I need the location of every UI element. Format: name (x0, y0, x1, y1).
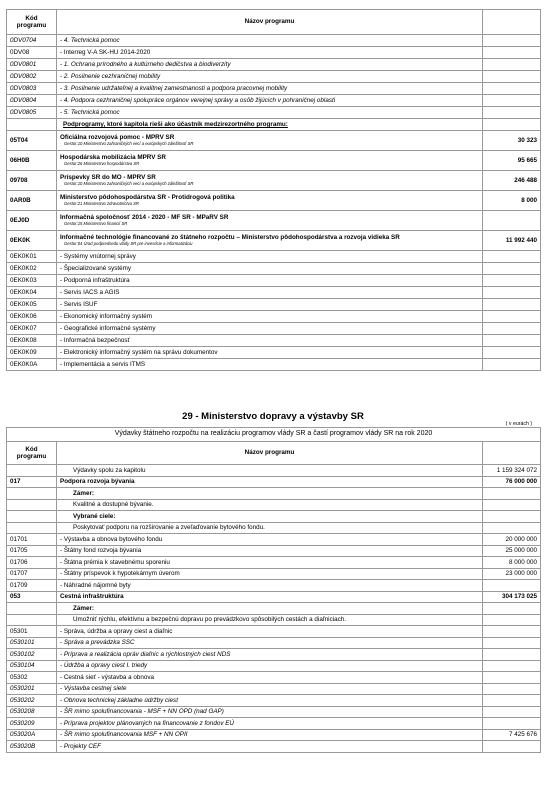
program-name-cell (57, 683, 483, 695)
program-amount: 8 000 (483, 191, 541, 211)
table-row (7, 211, 541, 231)
program-amount (483, 580, 541, 592)
table-row (7, 347, 541, 359)
program-name-cell (57, 603, 483, 615)
table-row (7, 741, 541, 753)
program-amount (483, 107, 541, 119)
program-name: - 2. Posilnenie cezhraničnej mobility (60, 72, 161, 80)
program-name: - Náhradné nájomné byty (60, 581, 131, 589)
name-header: Názov programu (57, 442, 483, 465)
value-header (483, 442, 541, 465)
program-amount (483, 275, 541, 287)
program-name: Informačná spoločnosť 2014 - 2020 - MF SR - MPaRV SR (60, 213, 229, 221)
program-name: - Správa, údržba a opravy ciest a diaľnic (60, 627, 173, 635)
program-code: 0DV0704 (7, 35, 57, 47)
program-name-cell (57, 311, 483, 323)
program-name: - Príprava a realizácia opráv diaľnic a rýchlostných ciest NDS (60, 650, 231, 658)
program-name: - Štátny fond rozvoja bývania (60, 547, 142, 555)
program-code: 05301 (7, 626, 57, 638)
program-amount (483, 614, 541, 626)
program-amount: 30 323 (483, 131, 541, 151)
table-row (7, 718, 541, 730)
program-amount: 76 000 000 (483, 476, 541, 488)
program-name: Ministerstvo pôdohospodárstva SR - Protidrogová politika (60, 193, 235, 201)
program-amount (483, 95, 541, 107)
program-name-cell (57, 263, 483, 275)
table-row (7, 465, 541, 477)
table-row (7, 545, 541, 557)
program-code: 0EK0K01 (7, 251, 57, 263)
program-name-cell (57, 649, 483, 661)
program-code: 0DV08 (7, 47, 57, 59)
program-name: - Informačná bezpečnosť (60, 336, 130, 344)
program-code: 0DV0801 (7, 59, 57, 71)
program-name-cell (57, 151, 483, 171)
program-name-cell (57, 695, 483, 707)
table-row (7, 171, 541, 191)
program-name-cell (57, 83, 483, 95)
program-name: - 5. Technická pomoc (60, 108, 120, 116)
program-name-cell (57, 71, 483, 83)
program-amount: 25 000 000 (483, 545, 541, 557)
program-amount (483, 71, 541, 83)
table-row (7, 683, 541, 695)
program-amount (483, 59, 541, 71)
table-row (7, 47, 541, 59)
program-code: 053 (7, 591, 57, 603)
program-name: Informačné technológie financované zo štátneho rozpočtu – Ministerstvo pôdohospodárstva a rozvoja vidieka SR (60, 233, 400, 241)
program-name-cell (57, 191, 483, 211)
program-code: 0530202 (7, 695, 57, 707)
program-name-cell (57, 591, 483, 603)
table-row (7, 231, 541, 251)
program-name: Podprogramy, ktoré kapitola rieši ako účastník medzirezortného programu: (63, 120, 288, 128)
program-amount (483, 335, 541, 347)
program-name: - ŠR mimo spolufinancovania MSF + NN OPII (60, 731, 188, 739)
program-amount (483, 603, 541, 615)
program-code: 0DV0803 (7, 83, 57, 95)
program-code: 0EK0K0A (7, 359, 57, 371)
gestor-note: Gestor:21 Ministerstvo zdravotníctva SR (64, 201, 139, 207)
program-code: 017 (7, 476, 57, 488)
table-row (7, 107, 541, 119)
program-code: 01701 (7, 534, 57, 546)
table-row (7, 251, 541, 263)
program-code: 01705 (7, 545, 57, 557)
program-code: 09708 (7, 171, 57, 191)
table-row (7, 488, 541, 500)
gestor-note: Gestor:15 Ministerstvo financií SR (64, 221, 128, 227)
program-name-cell (57, 287, 483, 299)
table-row (7, 83, 541, 95)
program-name-cell (57, 511, 483, 523)
table-row (7, 568, 541, 580)
table-row (7, 511, 541, 523)
program-amount (483, 347, 541, 359)
program-name-cell (57, 347, 483, 359)
program-name-cell (57, 534, 483, 546)
program-code: 0AR0B (7, 191, 57, 211)
program-name: - Štátny príspevok k hypotekárnym úverom (60, 570, 180, 578)
program-code: 01706 (7, 557, 57, 569)
table-row (7, 476, 541, 488)
program-name: - 4. Podpora cezhraničnej spolupráce orgánov verejnej správy a osôb žijúcich v pohraničnej oblasti (60, 96, 336, 104)
gestor-note: Gestor:10 Ministerstvo zahraničných vecí a európskych záležitostí SR (64, 141, 194, 147)
table-caption-row (7, 428, 541, 442)
program-amount (483, 263, 541, 275)
program-code: 0EK0K02 (7, 263, 57, 275)
program-amount (483, 488, 541, 500)
program-code (7, 614, 57, 626)
table-row (7, 591, 541, 603)
program-name-cell (57, 35, 483, 47)
program-name-cell (57, 47, 483, 59)
table-row (7, 672, 541, 684)
program-name-cell (57, 275, 483, 287)
program-name-cell (57, 211, 483, 231)
program-name: Umožniť rýchlu, efektívnu a bezpečnú dopravu po prevádzkovo spôsobilých cestách a diaľniciach. (73, 616, 347, 624)
table-row (7, 263, 541, 275)
program-amount (483, 511, 541, 523)
table-row (7, 151, 541, 171)
program-code: 053020A (7, 729, 57, 741)
program-amount: 20 000 000 (483, 534, 541, 546)
table-row (7, 614, 541, 626)
program-name-cell (57, 718, 483, 730)
program-code: 0530209 (7, 718, 57, 730)
program-amount: 7 425 676 (483, 729, 541, 741)
program-code: 0EK0K07 (7, 323, 57, 335)
program-amount: 1 159 324 072 (483, 465, 541, 477)
program-name: Príspevky SR do MO - MPRV SR (60, 173, 156, 181)
table-row (7, 534, 541, 546)
program-amount (483, 311, 541, 323)
program-name: - Obnova technickej základne údržby ciest (60, 696, 178, 704)
program-code (7, 511, 57, 523)
table-row (7, 311, 541, 323)
program-name: - Štátna prémia k stavebnému sporeniu (60, 558, 170, 566)
program-amount (483, 741, 541, 753)
program-code: 05T04 (7, 131, 57, 151)
table-row (7, 323, 541, 335)
program-amount: 246 488 (483, 171, 541, 191)
program-name-cell (57, 637, 483, 649)
program-amount (483, 683, 541, 695)
program-name-cell (57, 660, 483, 672)
currency-unit: ( v eurách ) (505, 421, 532, 427)
program-amount: 8 000 000 (483, 557, 541, 569)
program-name-cell (57, 729, 483, 741)
program-code: 0EK0K05 (7, 299, 57, 311)
section-title: 29 - Ministerstvo dopravy a výstavby SR (182, 411, 364, 422)
program-code: 0530102 (7, 649, 57, 661)
table-row (7, 95, 541, 107)
program-name-cell (57, 95, 483, 107)
program-name-cell (57, 323, 483, 335)
program-name: - Interreg V-A SK-HU 2014-2020 (60, 48, 151, 56)
program-name: - Geografické informačné systémy (60, 324, 156, 332)
program-name: - Ekonomický informačný systém (60, 312, 153, 320)
program-code (7, 465, 57, 477)
gestor-note: Gestor:10 Ministerstvo zahraničných vecí a európskych záležitostí SR (64, 181, 194, 187)
program-code: 053020B (7, 741, 57, 753)
table-row (7, 191, 541, 211)
table-row (7, 557, 541, 569)
table-header (7, 10, 541, 35)
table-row (7, 695, 541, 707)
table-row (7, 119, 541, 131)
program-name-cell (57, 59, 483, 71)
program-amount (483, 47, 541, 59)
program-name-cell (57, 499, 483, 511)
table-row (7, 131, 541, 151)
gestor-note: Gestor:26 Ministerstvo hospodárstva SR (64, 161, 140, 167)
program-amount (483, 359, 541, 371)
program-name-cell (57, 231, 483, 251)
table-row (7, 71, 541, 83)
code-header: Kód programu (7, 10, 57, 35)
code-header: Kód programu (7, 442, 57, 465)
program-table-2 (6, 427, 541, 753)
program-amount (483, 83, 541, 95)
program-name-cell (57, 672, 483, 684)
table-row (7, 299, 541, 311)
program-code (7, 522, 57, 534)
program-amount (483, 706, 541, 718)
program-code: 0530208 (7, 706, 57, 718)
program-name: Cestná infraštruktúra (60, 593, 124, 601)
program-code: 0530104 (7, 660, 57, 672)
program-name: Zámer: (73, 489, 94, 497)
program-amount (483, 522, 541, 534)
program-code: 0EK0K08 (7, 335, 57, 347)
program-amount (483, 626, 541, 638)
table-row (7, 522, 541, 534)
program-code (7, 119, 57, 131)
program-name-cell (57, 465, 483, 477)
table-row (7, 275, 541, 287)
program-name: - Výstavba a obnova bytového fondu (60, 535, 163, 543)
program-code (7, 603, 57, 615)
table-row (7, 580, 541, 592)
program-amount (483, 637, 541, 649)
program-name: - Podporná infraštruktúra (60, 276, 130, 284)
program-amount (483, 299, 541, 311)
program-name-cell (57, 251, 483, 263)
table-row (7, 603, 541, 615)
program-amount (483, 119, 541, 131)
program-code: 0DV0805 (7, 107, 57, 119)
program-name: Oficiálna rozvojová pomoc - MPRV SR (60, 133, 175, 141)
name-header: Názov programu (57, 10, 483, 35)
program-amount: 95 665 (483, 151, 541, 171)
program-name: Poskytovať podporu na rozširovanie a zveľaďovanie bytového fondu. (73, 524, 265, 532)
program-name: Kvalitné a dostupné bývanie. (73, 501, 154, 509)
table-header (7, 442, 541, 465)
program-name-cell (57, 299, 483, 311)
program-code (7, 488, 57, 500)
program-name: - Príprava projektov plánovaných na financovanie z fondov EÚ (60, 719, 234, 727)
program-code: 0EK0K03 (7, 275, 57, 287)
table-row (7, 660, 541, 672)
program-name-cell (57, 626, 483, 638)
program-name: Hospodárska mobilizácia MPRV SR (60, 153, 166, 161)
program-code: 05302 (7, 672, 57, 684)
program-name-cell (57, 171, 483, 191)
program-name-cell (57, 131, 483, 151)
program-name: - 3. Posilnenie udržateľnej a kvalitnej zamestnanosti a podpora pracovnej mobility (60, 84, 288, 92)
program-code: 0530101 (7, 637, 57, 649)
table-row (7, 59, 541, 71)
program-amount (483, 323, 541, 335)
program-name-cell (57, 522, 483, 534)
program-name: Vybrané ciele: (73, 512, 116, 520)
program-name-cell (57, 614, 483, 626)
program-name: - 1. Ochrana prírodného a kultúrneho dedičstva a biodiverzity (60, 60, 231, 68)
program-code: 0EK0K (7, 231, 57, 251)
table-row (7, 35, 541, 47)
program-name-cell (57, 545, 483, 557)
program-amount (483, 251, 541, 263)
program-amount (483, 211, 541, 231)
table-row (7, 287, 541, 299)
program-name: - Výstavba cestnej siete (60, 685, 127, 693)
program-name-cell (57, 580, 483, 592)
table-row (7, 499, 541, 511)
program-name-cell (57, 359, 483, 371)
program-code: 06H0B (7, 151, 57, 171)
program-name: - Implementácia a servis ITMS (60, 360, 146, 368)
program-amount: 23 000 000 (483, 568, 541, 580)
program-name: - Projekty CEF (60, 742, 101, 750)
program-code: 01709 (7, 580, 57, 592)
program-amount (483, 287, 541, 299)
program-table-1 (6, 9, 541, 371)
program-name: Podpora rozvoja bývania (60, 478, 135, 486)
program-name-cell (57, 107, 483, 119)
program-name-cell (57, 568, 483, 580)
program-name: - Servis ISUF (60, 300, 98, 308)
program-amount (483, 695, 541, 707)
program-amount (483, 499, 541, 511)
program-amount (483, 35, 541, 47)
program-name-cell (57, 476, 483, 488)
table-row (7, 729, 541, 741)
table-row (7, 335, 541, 347)
program-code: 0DV0802 (7, 71, 57, 83)
program-code: 0EK0K09 (7, 347, 57, 359)
program-name: - Systémy vnútornej správy (60, 252, 136, 260)
program-code (7, 499, 57, 511)
program-code: 0DV0804 (7, 95, 57, 107)
program-name-cell (57, 119, 483, 131)
program-amount (483, 718, 541, 730)
value-header (483, 10, 541, 35)
program-name: - Údržba a opravy ciest I. triedy (60, 662, 148, 670)
program-name-cell (57, 488, 483, 500)
program-name: Zámer: (73, 604, 94, 612)
program-name: - Správa a prevádzka SSC (60, 639, 135, 647)
program-name-cell (57, 557, 483, 569)
program-amount: 11 992 440 (483, 231, 541, 251)
table-row (7, 359, 541, 371)
program-name: Výdavky spolu za kapitolu (73, 466, 146, 474)
program-amount: 304 173 025 (483, 591, 541, 603)
program-amount (483, 649, 541, 661)
program-name-cell (57, 706, 483, 718)
table-row (7, 637, 541, 649)
program-name-cell (57, 335, 483, 347)
program-name-cell (57, 741, 483, 753)
table-caption: Výdavky štátneho rozpočtu na realizáciu programov vlády SR a častí programov vlády SR na rok 2020 (7, 428, 541, 442)
program-name: - 4. Technická pomoc (60, 36, 120, 44)
gestor-note: Gestor:04 Úrad podpredsedu vlády SR pre investície a informatizáciu (64, 241, 193, 247)
program-name: - ŠR mimo spolufinancovania - MSF + NN OPD (nad GAP) (60, 708, 224, 716)
program-name: - Elektronický informačný systém na správu dokumentov (60, 348, 218, 356)
program-name: - Špecializované systémy (60, 264, 132, 272)
program-amount (483, 672, 541, 684)
program-code: 0EK0K04 (7, 287, 57, 299)
program-amount (483, 660, 541, 672)
program-code: 0530201 (7, 683, 57, 695)
table-row (7, 649, 541, 661)
program-code: 01707 (7, 568, 57, 580)
table-row (7, 706, 541, 718)
program-name: - Cestná sieť - výstavba a obnova (60, 673, 155, 681)
program-name: - Servis IACS a AGIS (60, 288, 120, 296)
program-code: 0EK0K06 (7, 311, 57, 323)
program-code: 0EJ0D (7, 211, 57, 231)
table-row (7, 626, 541, 638)
